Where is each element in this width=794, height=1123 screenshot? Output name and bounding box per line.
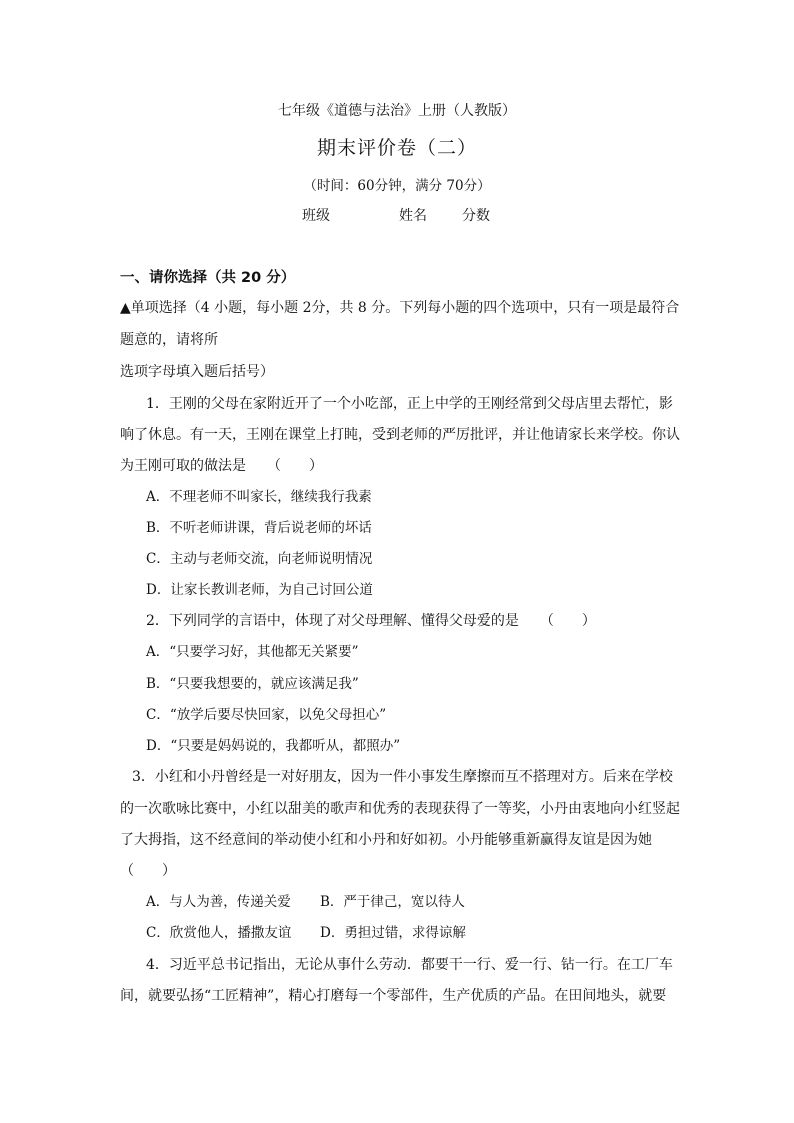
question-3-text: （ ） — [120, 863, 176, 879]
section-heading: 一、请你选择（共 20 分） — [120, 270, 296, 286]
question-3-option-a: A．与人为善，传递关爱 — [146, 894, 291, 910]
question-3-option-c: C．欣赏他人，播撒友谊 — [146, 925, 292, 941]
question-3-text: 了大拇指，这不经意间的举动使小红和小丹和好如初。小丹能够重新赢得友谊是因为她 — [120, 832, 652, 848]
question-1-option-b: B．不听老师讲课，背后说老师的坏话 — [146, 520, 372, 536]
instruction-line: ▲单项选择（4 小题，每小题 2分，共 8 分。下列每小题的四个选项中，只有一项是最符合 — [120, 300, 680, 316]
name-label: 姓名 — [399, 208, 427, 224]
question-2-option-b: B．“只要我想要的，就应该满足我” — [146, 676, 359, 692]
question-4-text: 间，就要弘扬“工匠精神”，精心打磨每一个零部件，生产优质的产品。在田间地头，就要 — [120, 988, 667, 1004]
question-2-option-a: A．“只要学习好，其他都无关紧要” — [146, 644, 359, 660]
question-1-option-d: D．让家长教训老师，为自己讨回公道 — [146, 582, 373, 598]
subject-line: 七年级《道德与法治》上册（人教版） — [278, 103, 516, 119]
page-title: 期末评价卷（二） — [316, 137, 477, 159]
instruction-line: 题意的，请将所 — [120, 332, 218, 348]
question-1-option-a: A．不理老师不叫家长，继续我行我素 — [146, 489, 372, 505]
question-1-text: 响了休息。有一天，王刚在课堂上打盹，受到老师的严厉批评，并让他请家长来学校。你认 — [120, 427, 680, 443]
time-info: （时间：60分钟，满分 70分） — [303, 178, 491, 194]
question-4-text: 4．习近平总书记指出，无论从事什么劳动．都要干一行、爱一行、钻一行。在工厂车 — [146, 957, 673, 973]
question-1-text: 1．王刚的父母在家附近开了一个小吃部，正上中学的王刚经常到父母店里去帮忙，影 — [146, 396, 673, 412]
question-1-text: 为王刚可取的做法是 （ ） — [120, 458, 323, 474]
score-label: 分数 — [462, 208, 490, 224]
instruction-line: 选项字母填入题后括号） — [120, 364, 274, 380]
question-2-option-c: C．“放学后要尽快回家，以免父母担心” — [146, 707, 387, 723]
class-label: 班级 — [302, 208, 330, 224]
question-2-text: 2．下列同学的言语中，体现了对父母理解、懂得父母爱的是 （ ） — [146, 613, 596, 629]
question-1-option-c: C．主动与老师交流，向老师说明情况 — [146, 551, 373, 567]
question-3-option-b: B．严于律己，宽以待人 — [320, 894, 465, 910]
question-3-text: 的一次歌咏比赛中，小红以甜美的歌声和优秀的表现获得了一等奖，小丹由衷地向小红竖起 — [120, 801, 680, 817]
question-2-option-d: D．“只要是妈妈说的，我都听从，都照办” — [146, 738, 401, 754]
question-3-text: 3．小红和小丹曾经是一对好朋友，因为一件小事发生摩擦而互不搭理对方。后来在学校 — [132, 769, 673, 785]
question-3-option-d: D．勇担过错，求得谅解 — [320, 925, 466, 941]
